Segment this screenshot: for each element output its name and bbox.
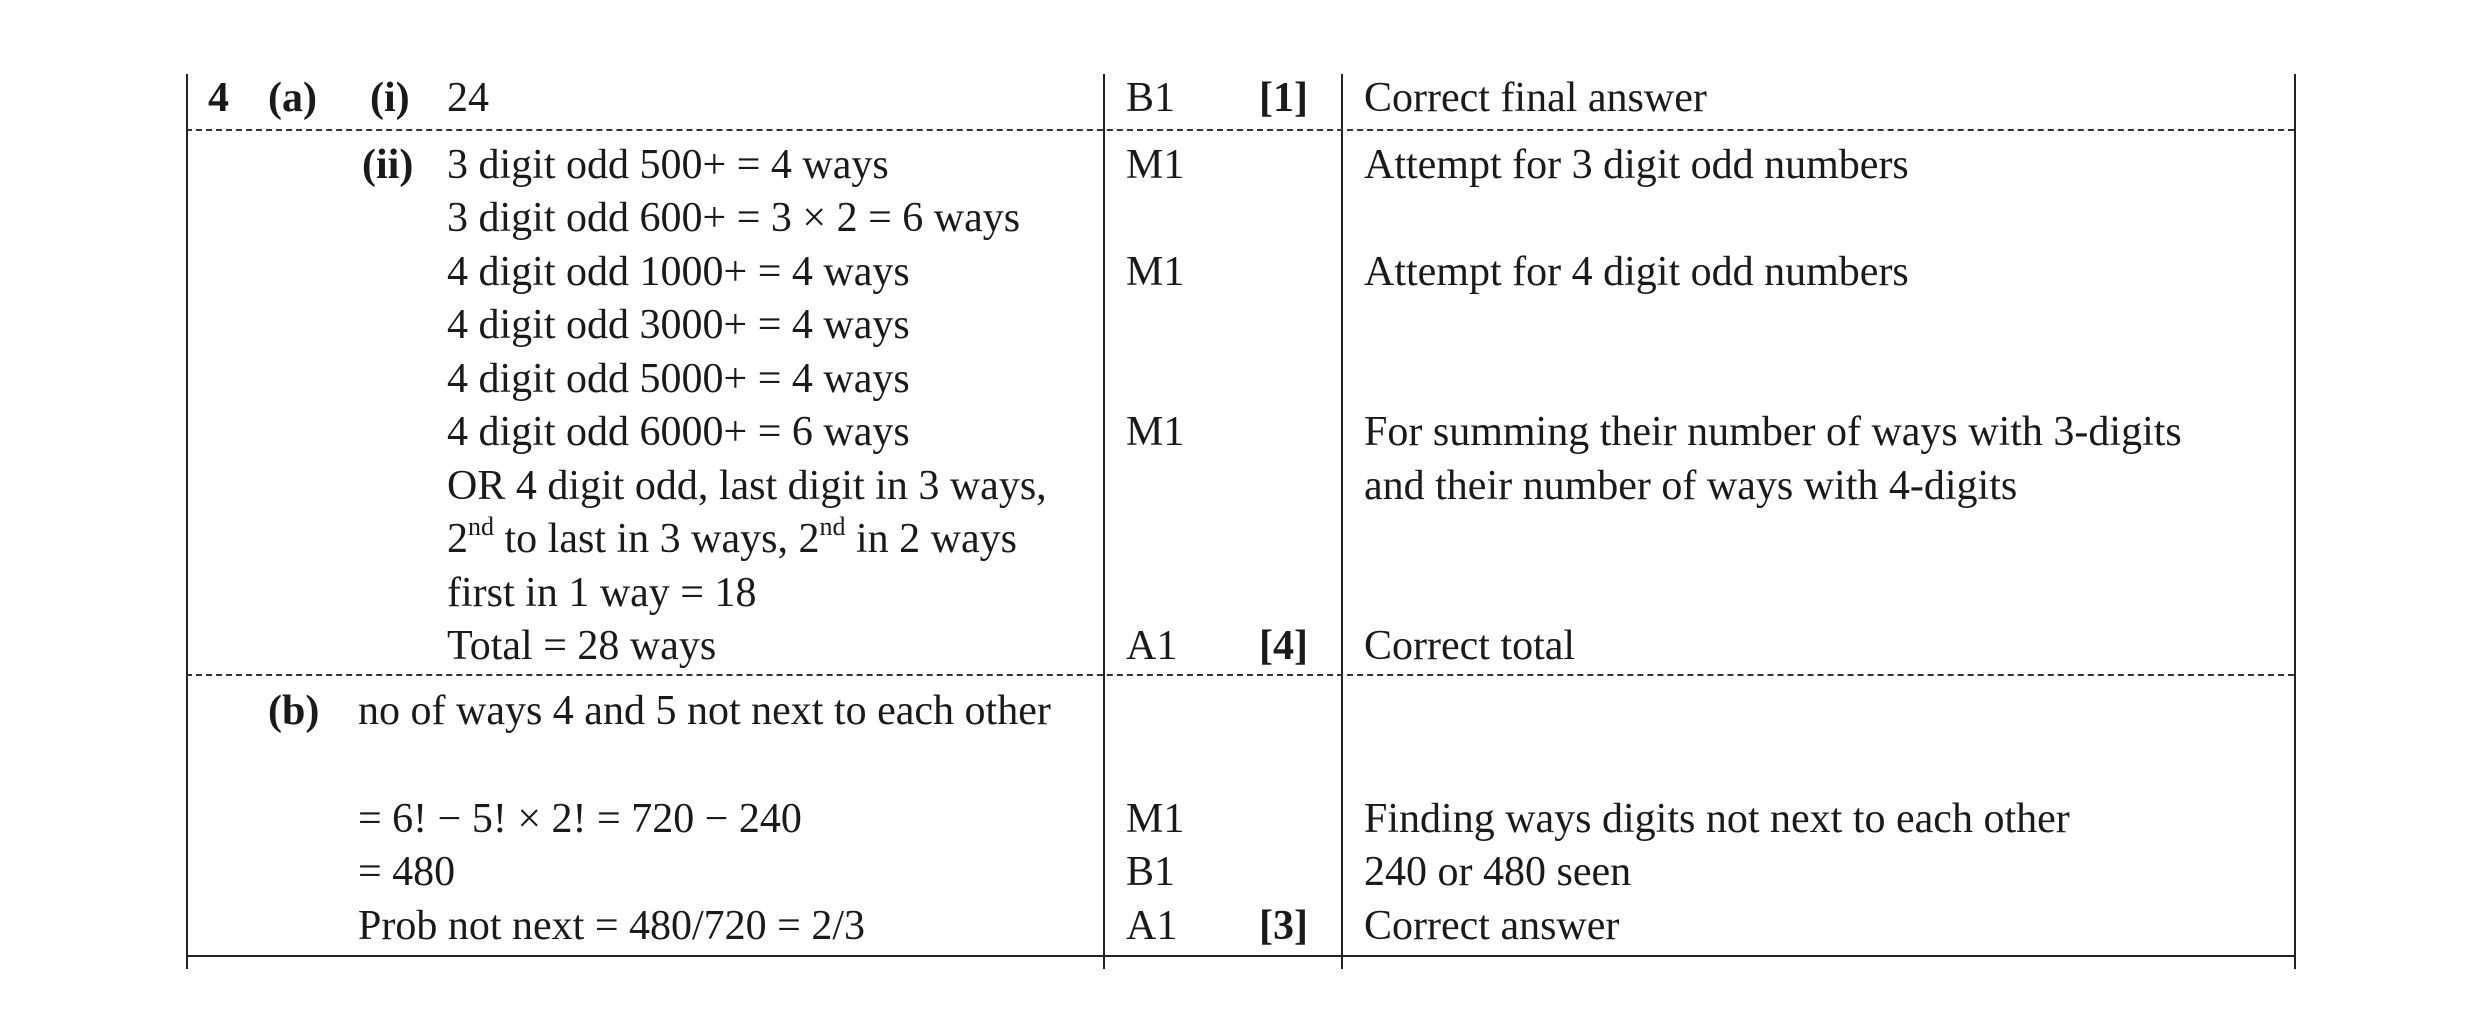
mark-code: A1 <box>1126 623 1178 669</box>
mark-code: M1 <box>1126 796 1185 842</box>
sub-ii-total: [4] <box>1259 623 1308 669</box>
row-divider-a-ii <box>186 674 2294 676</box>
part-a-label: (a) <box>268 75 317 121</box>
mark-code: M1 <box>1126 409 1185 455</box>
guidance-text: Attempt for 4 digit odd numbers <box>1364 249 1909 295</box>
part-b-intro: no of ways 4 and 5 not next to each other <box>358 688 1051 734</box>
guidance-text: Correct total <box>1364 623 1576 669</box>
working-line: 4 digit odd 1000+ = 4 ways <box>447 249 910 295</box>
sub-i-label: (i) <box>370 75 410 121</box>
guidance-text: Attempt for 3 digit odd numbers <box>1364 142 1909 188</box>
sub-ii-label: (ii) <box>362 142 414 188</box>
row-divider-b <box>186 955 2294 957</box>
table-border-left <box>186 74 188 969</box>
mark-code: A1 <box>1126 903 1178 949</box>
working-line: 4 digit odd 3000+ = 4 ways <box>447 302 910 348</box>
sub-i-total: [1] <box>1259 75 1308 121</box>
working-line: 4 digit odd 5000+ = 4 ways <box>447 356 910 402</box>
guidance-text: Correct answer <box>1364 903 1620 949</box>
working-line: OR 4 digit odd, last digit in 3 ways, <box>447 463 1047 509</box>
working-line: = 480 <box>358 849 456 895</box>
row-divider-a-i <box>186 129 2294 131</box>
mark-code: M1 <box>1126 249 1185 295</box>
mark-code: M1 <box>1126 142 1185 188</box>
table-border-right <box>2294 74 2296 969</box>
working-line: 3 digit odd 500+ = 4 ways <box>447 142 889 188</box>
working-line: Prob not next = 480/720 = 2/3 <box>358 903 866 949</box>
sub-i-answer: 24 <box>447 75 489 121</box>
mark-code: B1 <box>1126 849 1176 895</box>
part-b-label: (b) <box>268 688 320 734</box>
working-line-superscripts: 2nd to last in 3 ways, 2nd in 2 ways <box>447 512 1017 562</box>
column-divider-marks <box>1103 74 1105 969</box>
working-line: first in 1 way = 18 <box>447 570 757 616</box>
guidance-text: For summing their number of ways with 3-digits <box>1364 409 2182 455</box>
working-line: 3 digit odd 600+ = 3 × 2 = 6 ways <box>447 195 1021 241</box>
guidance-text: and their number of ways with 4-digits <box>1364 463 2018 509</box>
sub-i-guidance: Correct final answer <box>1364 75 1707 121</box>
part-b-total: [3] <box>1259 903 1308 949</box>
working-line: 4 digit odd 6000+ = 6 ways <box>447 409 910 455</box>
question-number: 4 <box>208 75 229 121</box>
guidance-text: Finding ways digits not next to each other <box>1364 796 2070 842</box>
working-line: Total = 28 ways <box>447 623 717 669</box>
working-line: = 6! − 5! × 2! = 720 − 240 <box>358 796 802 842</box>
column-divider-guidance <box>1341 74 1343 969</box>
guidance-text: 240 or 480 seen <box>1364 849 1632 895</box>
sub-i-mark: B1 <box>1126 75 1176 121</box>
